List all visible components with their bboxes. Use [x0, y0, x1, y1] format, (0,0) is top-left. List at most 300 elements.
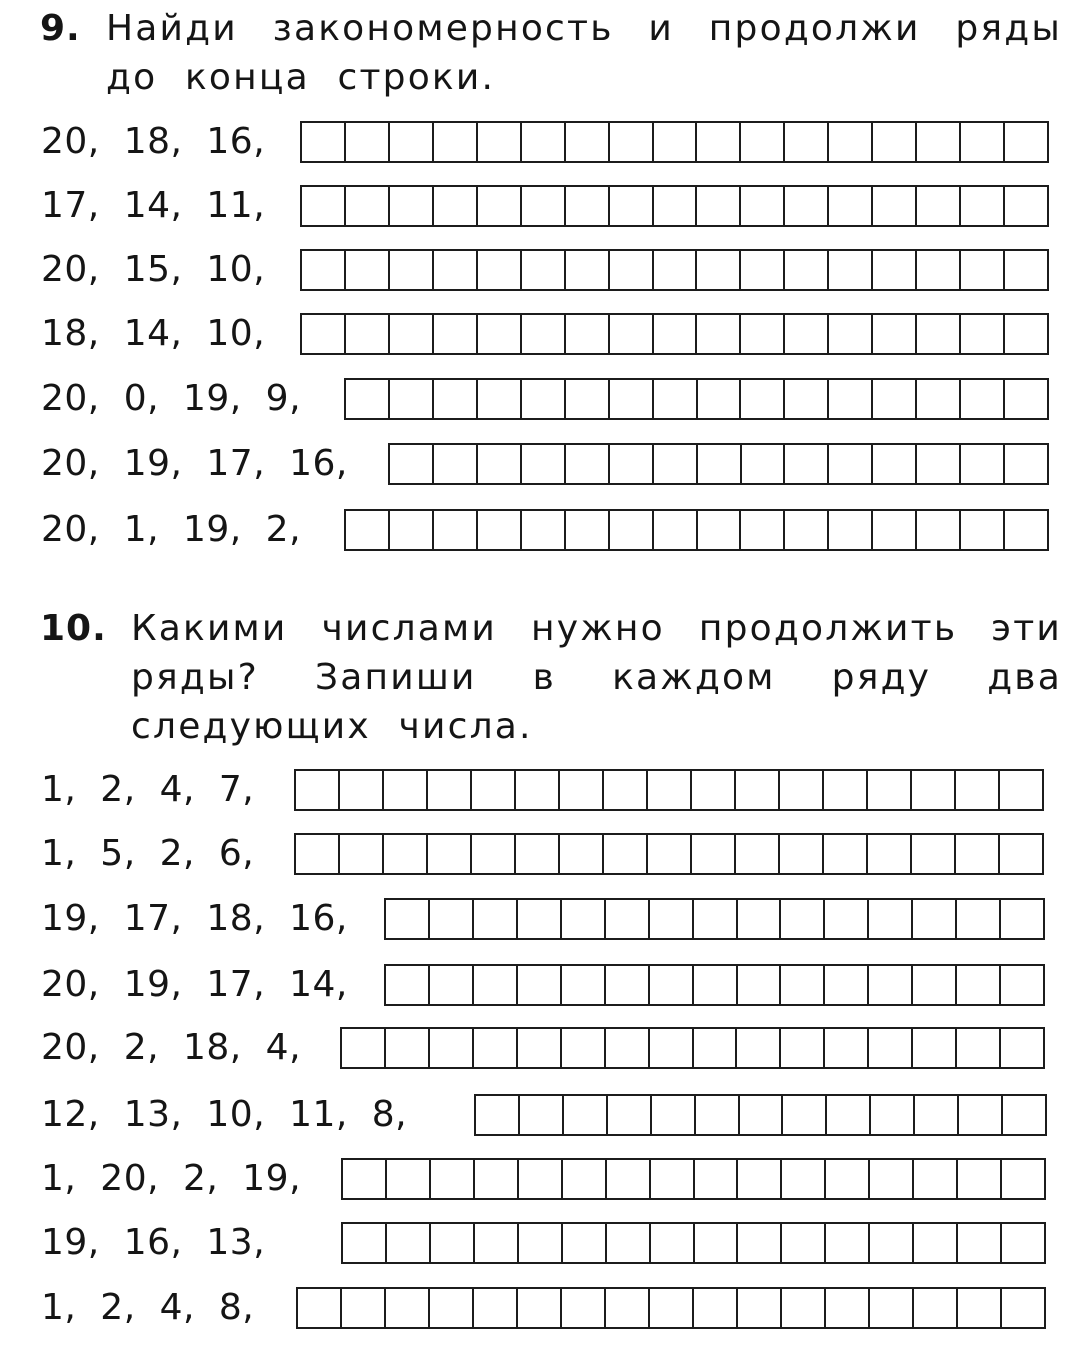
answer-cell[interactable]	[736, 1160, 780, 1198]
answer-cell[interactable]	[344, 315, 388, 353]
answer-grid[interactable]	[344, 509, 1049, 551]
answer-cell[interactable]	[1003, 187, 1047, 225]
answer-cell[interactable]	[648, 900, 692, 938]
answer-cell[interactable]	[915, 380, 959, 418]
task-10-row	[0, 831, 1085, 877]
answer-cell[interactable]	[476, 251, 520, 289]
answer-cell[interactable]	[520, 511, 564, 549]
answer-cell[interactable]	[382, 835, 426, 873]
answer-cell[interactable]	[560, 1289, 604, 1327]
sequence-text: 12, 13, 10, 11, 8,	[41, 1094, 408, 1135]
answer-cell[interactable]	[429, 1224, 473, 1262]
answer-cell[interactable]	[824, 1224, 868, 1262]
answer-cell[interactable]	[1001, 1096, 1045, 1134]
answer-cell[interactable]	[915, 511, 959, 549]
answer-cell[interactable]	[340, 1289, 384, 1327]
answer-cell[interactable]	[472, 1289, 516, 1327]
answer-cell[interactable]	[956, 1289, 1000, 1327]
answer-cell[interactable]	[779, 1029, 823, 1067]
answer-cell[interactable]	[823, 966, 867, 1004]
answer-cell[interactable]	[388, 187, 432, 225]
answer-cell[interactable]	[827, 251, 871, 289]
answer-cell[interactable]	[608, 445, 652, 483]
answer-cell[interactable]	[428, 966, 472, 1004]
answer-cell[interactable]	[915, 445, 959, 483]
answer-cell[interactable]	[822, 771, 866, 809]
answer-cell[interactable]	[692, 900, 736, 938]
answer-grid[interactable]	[294, 769, 1044, 811]
answer-cell[interactable]	[783, 511, 827, 549]
answer-cell[interactable]	[648, 1289, 692, 1327]
answer-cell[interactable]	[564, 445, 608, 483]
answer-cell[interactable]	[736, 1289, 780, 1327]
answer-cell[interactable]	[429, 1160, 473, 1198]
answer-cell[interactable]	[1003, 123, 1047, 161]
answer-cell[interactable]	[911, 966, 955, 1004]
answer-cell[interactable]	[910, 835, 954, 873]
answer-cell[interactable]	[476, 1096, 518, 1134]
answer-cell[interactable]	[783, 315, 827, 353]
answer-cell[interactable]	[915, 251, 959, 289]
answer-cell[interactable]	[560, 966, 604, 1004]
answer-cell[interactable]	[384, 1289, 428, 1327]
answer-cell[interactable]	[432, 380, 476, 418]
answer-cell[interactable]	[956, 1160, 1000, 1198]
answer-cell[interactable]	[648, 1029, 692, 1067]
answer-cell[interactable]	[696, 511, 740, 549]
answer-cell[interactable]	[736, 900, 780, 938]
answer-cell[interactable]	[432, 511, 476, 549]
answer-cell[interactable]	[646, 771, 690, 809]
answer-cell[interactable]	[823, 1029, 867, 1067]
answer-cell[interactable]	[517, 1160, 561, 1198]
answer-cell[interactable]	[827, 187, 871, 225]
answer-cell[interactable]	[827, 511, 871, 549]
answer-cell[interactable]	[959, 187, 1003, 225]
answer-cell[interactable]	[302, 187, 344, 225]
answer-cell[interactable]	[338, 771, 382, 809]
answer-cell[interactable]	[999, 966, 1043, 1004]
answer-cell[interactable]	[959, 123, 1003, 161]
answer-cell[interactable]	[868, 1224, 912, 1262]
answer-cell[interactable]	[564, 187, 608, 225]
answer-cell[interactable]	[827, 315, 871, 353]
answer-cell[interactable]	[695, 315, 739, 353]
answer-cell[interactable]	[652, 251, 696, 289]
answer-cell[interactable]	[432, 187, 476, 225]
answer-cell[interactable]	[652, 445, 696, 483]
answer-cell[interactable]	[564, 123, 608, 161]
answer-cell[interactable]	[390, 445, 432, 483]
answer-grid[interactable]	[296, 1287, 1046, 1329]
sequence-text: 20, 15, 10,	[41, 249, 266, 290]
answer-cell[interactable]	[432, 123, 476, 161]
answer-cell[interactable]	[734, 771, 778, 809]
answer-cell[interactable]	[520, 445, 564, 483]
answer-cell[interactable]	[692, 1029, 736, 1067]
answer-cell[interactable]	[778, 771, 822, 809]
answer-cell[interactable]	[956, 1224, 1000, 1262]
answer-cell[interactable]	[739, 380, 783, 418]
task-10-row	[0, 1156, 1085, 1202]
answer-cell[interactable]	[608, 123, 652, 161]
answer-cell[interactable]	[696, 445, 740, 483]
answer-cell[interactable]	[824, 1160, 868, 1198]
answer-cell[interactable]	[824, 1289, 868, 1327]
answer-cell[interactable]	[298, 1289, 340, 1327]
answer-cell[interactable]	[871, 123, 915, 161]
answer-grid[interactable]	[388, 443, 1049, 485]
answer-cell[interactable]	[954, 835, 998, 873]
answer-cell[interactable]	[913, 1096, 957, 1134]
answer-cell[interactable]	[736, 966, 780, 1004]
answer-cell[interactable]	[560, 900, 604, 938]
answer-cell[interactable]	[911, 1029, 955, 1067]
answer-cell[interactable]	[520, 251, 564, 289]
answer-cell[interactable]	[912, 1224, 956, 1262]
answer-cell[interactable]	[955, 900, 999, 938]
answer-cell[interactable]	[695, 251, 739, 289]
answer-cell[interactable]	[1000, 1160, 1044, 1198]
answer-cell[interactable]	[954, 771, 998, 809]
answer-cell[interactable]	[476, 445, 520, 483]
answer-cell[interactable]	[517, 1224, 561, 1262]
answer-cell[interactable]	[426, 771, 470, 809]
answer-cell[interactable]	[827, 380, 871, 418]
answer-cell[interactable]	[473, 1160, 517, 1198]
answer-cell[interactable]	[520, 187, 564, 225]
answer-cell[interactable]	[344, 123, 388, 161]
sequence-text: 20, 1, 19, 2,	[41, 509, 302, 550]
task-10-row	[0, 1220, 1085, 1266]
answer-cell[interactable]	[1003, 380, 1047, 418]
answer-cell[interactable]	[472, 1029, 516, 1067]
task-10-row	[0, 962, 1085, 1008]
task-9-heading	[40, 4, 1062, 102]
answer-grid[interactable]	[300, 313, 1049, 355]
answer-cell[interactable]	[869, 1096, 913, 1134]
answer-grid[interactable]	[340, 1027, 1045, 1069]
answer-cell[interactable]	[652, 511, 696, 549]
answer-cell[interactable]	[302, 123, 344, 161]
answer-cell[interactable]	[302, 315, 344, 353]
answer-cell[interactable]	[520, 380, 564, 418]
answer-cell[interactable]	[476, 123, 520, 161]
answer-cell[interactable]	[428, 1289, 472, 1327]
answer-cell[interactable]	[385, 1224, 429, 1262]
answer-cell[interactable]	[959, 445, 1003, 483]
answer-cell[interactable]	[564, 511, 608, 549]
answer-cell[interactable]	[472, 900, 516, 938]
answer-cell[interactable]	[694, 1096, 738, 1134]
answer-cell[interactable]	[432, 315, 476, 353]
answer-cell[interactable]	[1003, 445, 1047, 483]
answer-cell[interactable]	[868, 1160, 912, 1198]
answer-cell[interactable]	[866, 771, 910, 809]
answer-cell[interactable]	[470, 771, 514, 809]
answer-cell[interactable]	[783, 187, 827, 225]
task-9-number: 9.	[40, 8, 81, 49]
answer-cell[interactable]	[520, 123, 564, 161]
answer-cell[interactable]	[739, 123, 783, 161]
answer-cell[interactable]	[604, 1289, 648, 1327]
answer-cell[interactable]	[561, 1160, 605, 1198]
answer-cell[interactable]	[692, 966, 736, 1004]
sequence-text: 20, 18, 16,	[41, 121, 266, 162]
answer-cell[interactable]	[783, 380, 827, 418]
sequence-text: 1, 20, 2, 19,	[41, 1158, 302, 1199]
answer-cell[interactable]	[558, 771, 602, 809]
task-10-row	[0, 896, 1085, 942]
answer-cell[interactable]	[296, 835, 338, 873]
answer-cell[interactable]	[778, 835, 822, 873]
answer-cell[interactable]	[866, 835, 910, 873]
answer-cell[interactable]	[385, 1160, 429, 1198]
answer-cell[interactable]	[470, 835, 514, 873]
answer-cell[interactable]	[605, 1160, 649, 1198]
answer-cell[interactable]	[344, 187, 388, 225]
answer-cell[interactable]	[426, 835, 470, 873]
answer-cell[interactable]	[343, 1224, 385, 1262]
task-10-instruction: Какими числами нужно продолжить эти ряды? Запиши в каждом ряду два следующих числа.	[131, 608, 1062, 747]
sequence-text: 20, 19, 17, 14,	[41, 964, 348, 1005]
answer-cell[interactable]	[690, 835, 734, 873]
answer-cell[interactable]	[783, 251, 827, 289]
answer-cell[interactable]	[388, 511, 432, 549]
answer-cell[interactable]	[740, 445, 784, 483]
answer-cell[interactable]	[693, 1160, 737, 1198]
sequence-text: 1, 2, 4, 8,	[41, 1287, 255, 1328]
answer-cell[interactable]	[428, 900, 472, 938]
answer-cell[interactable]	[867, 900, 911, 938]
answer-cell[interactable]	[428, 1029, 472, 1067]
answer-grid[interactable]	[341, 1222, 1046, 1264]
answer-cell[interactable]	[871, 315, 915, 353]
answer-cell[interactable]	[780, 1160, 824, 1198]
answer-cell[interactable]	[783, 123, 827, 161]
answer-cell[interactable]	[520, 315, 564, 353]
answer-cell[interactable]	[735, 1029, 779, 1067]
answer-cell[interactable]	[780, 1289, 824, 1327]
answer-cell[interactable]	[602, 835, 646, 873]
answer-grid[interactable]	[344, 378, 1049, 420]
answer-cell[interactable]	[560, 1029, 604, 1067]
answer-cell[interactable]	[346, 511, 388, 549]
answer-cell[interactable]	[871, 380, 915, 418]
answer-cell[interactable]	[912, 1289, 956, 1327]
answer-cell[interactable]	[516, 900, 560, 938]
answer-cell[interactable]	[999, 900, 1043, 938]
answer-cell[interactable]	[827, 123, 871, 161]
answer-cell[interactable]	[606, 1096, 650, 1134]
answer-cell[interactable]	[1000, 1289, 1044, 1327]
answer-cell[interactable]	[384, 1029, 428, 1067]
answer-cell[interactable]	[780, 1224, 824, 1262]
answer-cell[interactable]	[781, 1096, 825, 1134]
answer-cell[interactable]	[561, 1224, 605, 1262]
answer-grid[interactable]	[341, 1158, 1046, 1200]
answer-cell[interactable]	[650, 1096, 694, 1134]
answer-cell[interactable]	[302, 251, 344, 289]
answer-cell[interactable]	[957, 1096, 1001, 1134]
answer-cell[interactable]	[388, 251, 432, 289]
answer-cell[interactable]	[605, 1224, 649, 1262]
answer-cell[interactable]	[693, 1224, 737, 1262]
answer-cell[interactable]	[472, 966, 516, 1004]
answer-cell[interactable]	[959, 511, 1003, 549]
answer-cell[interactable]	[915, 187, 959, 225]
answer-cell[interactable]	[473, 1224, 517, 1262]
answer-cell[interactable]	[516, 966, 560, 1004]
answer-cell[interactable]	[608, 511, 652, 549]
answer-cell[interactable]	[959, 315, 1003, 353]
answer-cell[interactable]	[959, 251, 1003, 289]
answer-cell[interactable]	[604, 1029, 648, 1067]
answer-cell[interactable]	[608, 315, 652, 353]
answer-cell[interactable]	[1003, 315, 1047, 353]
task-9-row	[0, 183, 1085, 229]
task-10-row	[0, 767, 1085, 813]
answer-cell[interactable]	[388, 380, 432, 418]
task-9-row	[0, 376, 1085, 422]
answer-cell[interactable]	[562, 1096, 606, 1134]
sequence-text: 18, 14, 10,	[41, 313, 266, 354]
answer-cell[interactable]	[518, 1096, 562, 1134]
answer-cell[interactable]	[912, 1160, 956, 1198]
answer-cell[interactable]	[955, 966, 999, 1004]
answer-cell[interactable]	[871, 251, 915, 289]
answer-cell[interactable]	[871, 445, 915, 483]
answer-grid[interactable]	[474, 1094, 1047, 1136]
answer-cell[interactable]	[955, 1029, 999, 1067]
answer-grid[interactable]	[300, 121, 1049, 163]
answer-cell[interactable]	[779, 966, 823, 1004]
answer-cell[interactable]	[432, 445, 476, 483]
answer-cell[interactable]	[827, 445, 871, 483]
answer-cell[interactable]	[738, 1096, 782, 1134]
answer-cell[interactable]	[959, 380, 1003, 418]
answer-cell[interactable]	[604, 900, 648, 938]
answer-cell[interactable]	[649, 1224, 693, 1262]
answer-cell[interactable]	[476, 187, 520, 225]
answer-cell[interactable]	[739, 251, 783, 289]
answer-cell[interactable]	[1003, 251, 1047, 289]
answer-cell[interactable]	[822, 835, 866, 873]
answer-cell[interactable]	[604, 966, 648, 1004]
answer-cell[interactable]	[514, 771, 558, 809]
answer-cell[interactable]	[346, 380, 388, 418]
answer-cell[interactable]	[823, 900, 867, 938]
answer-cell[interactable]	[999, 1029, 1043, 1067]
answer-cell[interactable]	[998, 835, 1042, 873]
task-10-row	[0, 1092, 1085, 1138]
answer-cell[interactable]	[476, 315, 520, 353]
answer-cell[interactable]	[388, 315, 432, 353]
answer-cell[interactable]	[382, 771, 426, 809]
task-10-row	[0, 1025, 1085, 1071]
sequence-text: 1, 5, 2, 6,	[41, 833, 255, 874]
answer-cell[interactable]	[514, 835, 558, 873]
answer-cell[interactable]	[739, 511, 783, 549]
sequence-text: 19, 16, 13,	[41, 1222, 266, 1263]
answer-cell[interactable]	[338, 835, 382, 873]
answer-cell[interactable]	[736, 1224, 780, 1262]
answer-cell[interactable]	[296, 771, 338, 809]
answer-cell[interactable]	[564, 380, 608, 418]
answer-cell[interactable]	[911, 900, 955, 938]
answer-cell[interactable]	[910, 771, 954, 809]
answer-cell[interactable]	[692, 1289, 736, 1327]
answer-cell[interactable]	[608, 380, 652, 418]
answer-cell[interactable]	[1000, 1224, 1044, 1262]
answer-cell[interactable]	[652, 315, 696, 353]
answer-cell[interactable]	[783, 445, 827, 483]
answer-cell[interactable]	[825, 1096, 869, 1134]
answer-grid[interactable]	[294, 833, 1044, 875]
answer-cell[interactable]	[602, 771, 646, 809]
answer-cell[interactable]	[342, 1029, 384, 1067]
answer-cell[interactable]	[648, 966, 692, 1004]
answer-cell[interactable]	[386, 900, 428, 938]
answer-cell[interactable]	[739, 187, 783, 225]
answer-cell[interactable]	[696, 380, 740, 418]
answer-cell[interactable]	[1003, 511, 1047, 549]
answer-cell[interactable]	[516, 1289, 560, 1327]
answer-cell[interactable]	[871, 511, 915, 549]
answer-cell[interactable]	[386, 966, 428, 1004]
answer-cell[interactable]	[734, 835, 778, 873]
task-10-row	[0, 1285, 1085, 1331]
answer-cell[interactable]	[915, 123, 959, 161]
answer-cell[interactable]	[868, 1289, 912, 1327]
answer-cell[interactable]	[695, 123, 739, 161]
answer-grid[interactable]	[384, 964, 1045, 1006]
task-9-row	[0, 441, 1085, 487]
answer-cell[interactable]	[690, 771, 734, 809]
answer-cell[interactable]	[652, 187, 696, 225]
answer-cell[interactable]	[779, 900, 823, 938]
answer-cell[interactable]	[476, 511, 520, 549]
answer-cell[interactable]	[649, 1160, 693, 1198]
answer-cell[interactable]	[388, 123, 432, 161]
answer-cell[interactable]	[564, 251, 608, 289]
answer-cell[interactable]	[558, 835, 602, 873]
answer-cell[interactable]	[608, 251, 652, 289]
answer-cell[interactable]	[344, 251, 388, 289]
answer-grid[interactable]	[384, 898, 1045, 940]
answer-cell[interactable]	[343, 1160, 385, 1198]
answer-cell[interactable]	[646, 835, 690, 873]
answer-cell[interactable]	[915, 315, 959, 353]
task-10-heading	[40, 604, 1062, 751]
answer-cell[interactable]	[652, 123, 696, 161]
answer-cell[interactable]	[564, 315, 608, 353]
answer-cell[interactable]	[608, 187, 652, 225]
answer-cell[interactable]	[695, 187, 739, 225]
answer-cell[interactable]	[867, 1029, 911, 1067]
answer-cell[interactable]	[432, 251, 476, 289]
answer-grid[interactable]	[300, 185, 1049, 227]
answer-cell[interactable]	[476, 380, 520, 418]
answer-cell[interactable]	[652, 380, 696, 418]
answer-cell[interactable]	[516, 1029, 560, 1067]
answer-cell[interactable]	[867, 966, 911, 1004]
answer-cell[interactable]	[871, 187, 915, 225]
sequence-text: 1, 2, 4, 7,	[41, 769, 255, 810]
answer-grid[interactable]	[300, 249, 1049, 291]
answer-cell[interactable]	[739, 315, 783, 353]
answer-cell[interactable]	[998, 771, 1042, 809]
